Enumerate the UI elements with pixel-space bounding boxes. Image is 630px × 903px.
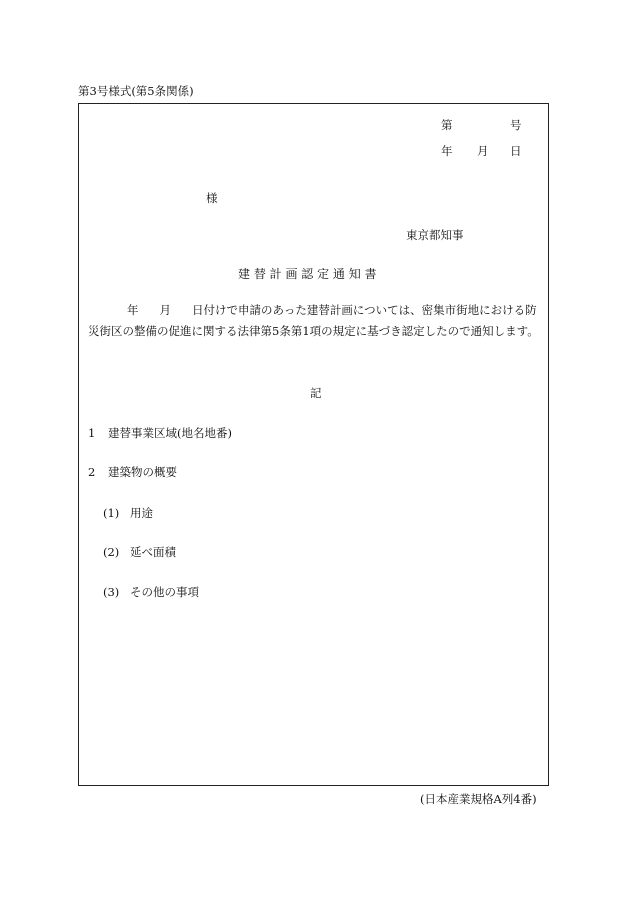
date-month: 月 bbox=[477, 144, 489, 158]
form-label: 第3号様式(第5条関係) bbox=[78, 84, 194, 98]
body-paragraph bbox=[88, 300, 548, 342]
subitem-1-label: 用途 bbox=[130, 506, 153, 520]
item-2-num: 2 bbox=[88, 465, 96, 479]
subitem-2-num: (2) bbox=[103, 545, 120, 559]
body-year: 年 bbox=[127, 303, 139, 317]
subitem-1-num: (1) bbox=[103, 506, 120, 520]
item-1-num: 1 bbox=[88, 426, 96, 440]
item-2-label: 建築物の概要 bbox=[108, 465, 177, 479]
number-prefix: 第 bbox=[441, 118, 453, 132]
date-day: 日 bbox=[510, 144, 522, 158]
body-text: 日付けで申請のあった建替計画については、密集市街地における防災街区の整備の促進に関する法律第5条第1項の規定に基づき認定したので通知します。 bbox=[88, 303, 539, 338]
addressee-suffix: 様 bbox=[206, 191, 218, 205]
subitem-3-num: (3) bbox=[103, 585, 120, 599]
subitem-2-label: 延べ面積 bbox=[130, 545, 176, 559]
issuer: 東京都知事 bbox=[406, 228, 464, 242]
document-title: 建 替 計 画 認 定 通 知 書 bbox=[238, 267, 377, 281]
date-year: 年 bbox=[441, 144, 453, 158]
item-1-label: 建替事業区域(地名地番) bbox=[108, 426, 232, 440]
footer-note: (日本産業規格A列4番) bbox=[420, 792, 537, 806]
body-month: 月 bbox=[159, 303, 171, 317]
ki-heading: 記 bbox=[310, 386, 322, 400]
document-frame bbox=[78, 103, 549, 786]
number-suffix: 号 bbox=[510, 118, 522, 132]
subitem-3-label: その他の事項 bbox=[130, 585, 199, 599]
